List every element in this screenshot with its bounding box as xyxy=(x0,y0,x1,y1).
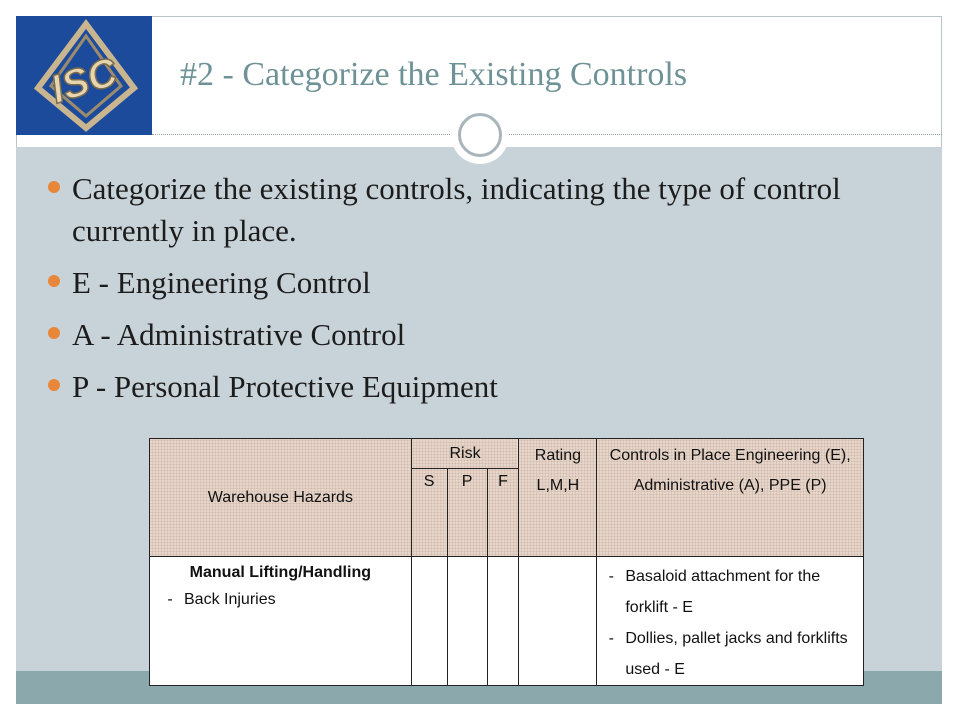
control-item-text: Basaloid attachment for the forklift - E xyxy=(625,568,821,616)
hazards-table xyxy=(149,438,864,686)
header-label: P xyxy=(461,473,473,490)
title-divider xyxy=(152,134,942,135)
bullet-item xyxy=(48,366,928,408)
bullet-text: A - Administrative Control xyxy=(72,317,406,352)
bullet-dot-icon xyxy=(48,181,60,193)
header-label: Rating L,M,H xyxy=(534,447,582,494)
bullet-text: P - Personal Protective Equipment xyxy=(72,369,498,404)
bullet-item xyxy=(48,314,928,356)
isc-logo xyxy=(16,16,152,135)
bullet-text: Categorize the existing controls, indicating the type of control currently in place. xyxy=(72,171,841,248)
header-rating xyxy=(519,439,597,557)
risk-f-cell xyxy=(487,557,519,686)
risk-p-cell xyxy=(447,557,487,686)
bullet-dot-icon xyxy=(48,327,60,339)
control-item: - Dollies, pallet jacks and forklifts used - E xyxy=(597,623,855,685)
header-risk-p xyxy=(447,469,487,557)
risk-s-cell xyxy=(411,557,447,686)
header-label: Risk xyxy=(449,444,481,462)
header-risk xyxy=(411,439,519,469)
table-row xyxy=(150,557,864,686)
bullet-item xyxy=(48,262,928,304)
header-controls xyxy=(597,439,864,557)
bullet-dot-icon xyxy=(48,275,60,287)
controls-cell xyxy=(597,557,864,686)
bullet-dot-icon xyxy=(48,379,60,391)
hazard-cell xyxy=(150,557,412,686)
bullet-item xyxy=(48,168,928,252)
control-item-text: Dollies, pallet jacks and forklifts used - E xyxy=(625,630,848,678)
svg-text:ISC: ISC xyxy=(45,49,123,113)
header-label: Warehouse Hazards xyxy=(207,488,353,506)
bullet-text: E - Engineering Control xyxy=(72,265,371,300)
header-risk-f xyxy=(487,469,519,557)
control-item: - Basaloid attachment for the forklift - E xyxy=(597,561,855,623)
header-label: F xyxy=(498,473,508,490)
hazard-item-text: Back Injuries xyxy=(184,591,276,608)
rating-cell xyxy=(519,557,597,686)
slide-title: #2 - Categorize the Existing Controls xyxy=(180,56,688,93)
bullet-list xyxy=(48,168,928,418)
header-warehouse-hazards xyxy=(150,439,412,557)
header-risk-s xyxy=(411,469,447,557)
header-label: S xyxy=(423,473,435,490)
header-label: Controls in Place Engineering (E), Administrative (A), PPE (P) xyxy=(609,447,851,494)
divider-ring xyxy=(458,113,502,157)
hazard-title: Manual Lifting/Handling xyxy=(189,564,371,581)
hazard-item: - Back Injuries xyxy=(156,585,405,615)
